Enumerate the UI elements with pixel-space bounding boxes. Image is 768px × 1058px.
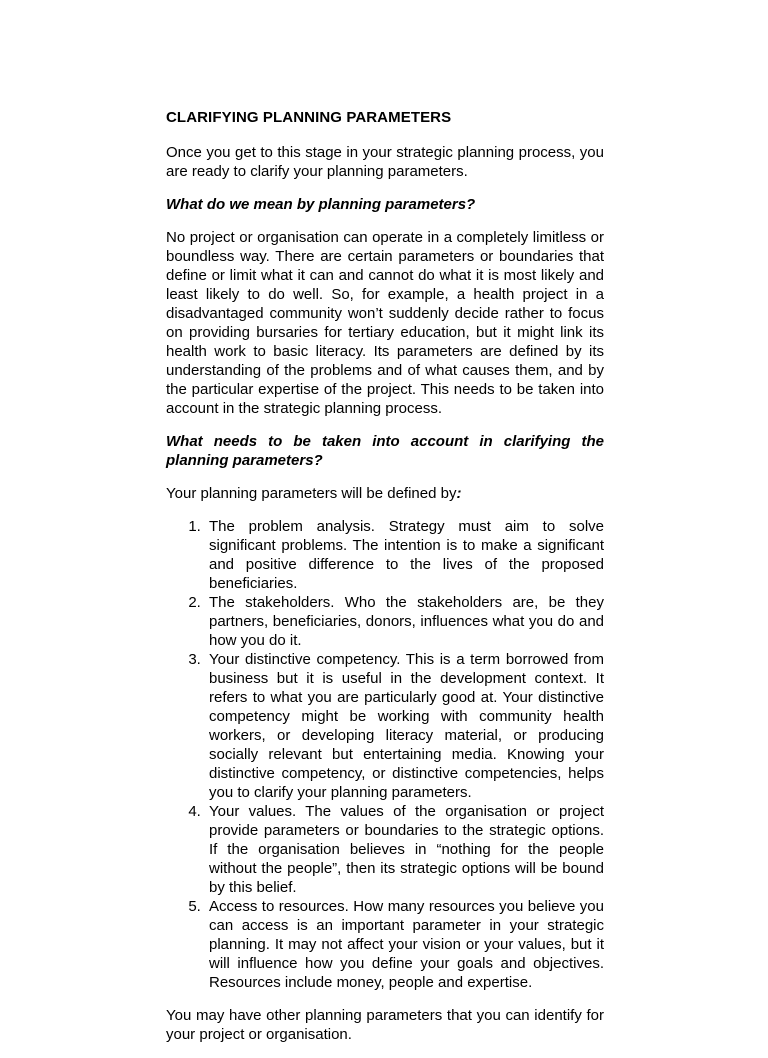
parameters-list [166,517,604,992]
closing-paragraph: You may have other planning parameters that you can identify for your project or organisation. [166,1007,604,1043]
list-item: 4. Your values. The values of the organisation or project provide parameters or boundaries to the strategic options. If the organisation believes in “nothing for the people without the people”, then its strategic options will be bound by this belief. [205,802,604,897]
list-item: 5. Access to resources. How many resources you believe you can access is an important parameter in your strategic planning. It may not affect your vision or your values, but it will influence how you define your goals and objectives. Resources include money, people and expertise. [205,897,604,992]
lead-in-text: Your planning parameters will be defined by [166,485,457,502]
lead-in-colon: : [456,485,462,502]
definition-paragraph: No project or organisation can operate in a completely limitless or boundless way. There are certain parameters or boundaries that define or limit what it can and cannot do what it is most likely and least likely to do well. So, for example, a health project in a disadvantaged community won’t suddenly decide rather to focus on providing bursaries for tertiary education, but it might link its health work to basic literacy. Its parameters are defined by its understanding of the problems and of what causes them, and by the particular expertise of the project. This needs to be taken into account in the strategic planning process. [166,229,604,417]
intro-paragraph: Once you get to this stage in your strategic planning process, you are ready to clarify your planning parameters. [166,144,604,180]
page-title: CLARIFYING PLANNING PARAMETERS [166,109,452,126]
list-item: 2. The stakeholders. Who the stakeholders are, be they partners, beneficiaries, donors, influences what you do and how you do it. [205,593,604,650]
question-heading-1: What do we mean by planning parameters? [166,196,476,213]
list-item: 3. Your distinctive competency. This is a term borrowed from business but it is useful in the development context. It refers to what you are particularly good at. Your distinctive competency might be working with community health workers, or developing literacy material, or producing socially relevant but entertaining media. Knowing your distinctive competency, or distinctive competencies, helps you to clarify your planning parameters. [205,650,604,802]
lead-in-paragraph [166,484,604,503]
document-page [166,108,604,1058]
list-item: 1. The problem analysis. Strategy must aim to solve significant problems. The intention is to make a significant and positive difference to the lives of the proposed beneficiaries. [205,517,604,593]
question-heading-2: What needs to be taken into account in clarifying the planning parameters? [166,433,604,469]
